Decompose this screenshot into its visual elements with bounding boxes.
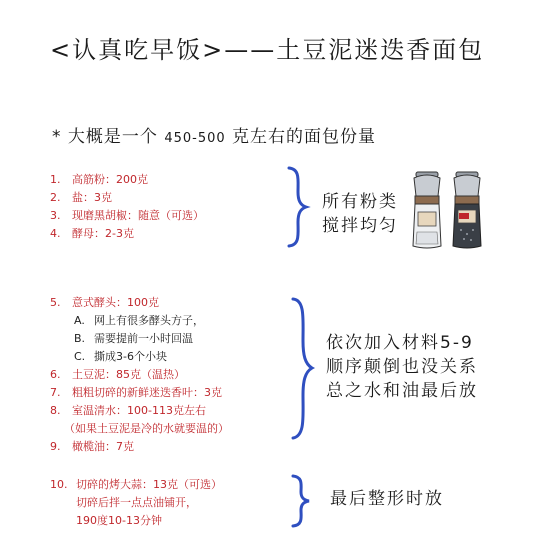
- brace-group-1-icon: [286, 166, 308, 248]
- group-3-note: [330, 487, 444, 511]
- subitem-label: B.: [74, 332, 86, 345]
- item-text: 现磨黑胡椒：随意（可选）: [72, 209, 204, 222]
- subitem-label: A.: [74, 314, 85, 327]
- salt-and-pepper-grinders-icon: [408, 170, 488, 252]
- item-number: 5.: [50, 296, 61, 309]
- ingredient-item-9: [50, 438, 134, 454]
- item-number: 4.: [50, 227, 61, 240]
- ingredient-item-3: [50, 207, 204, 223]
- item-text: 切碎的烤大蒜：13克（可选）: [76, 478, 222, 491]
- subitem-text: 网上有很多酵头方子，: [94, 314, 204, 327]
- item-number: 2.: [50, 191, 61, 204]
- ingredient-item-10: [50, 476, 222, 492]
- item-number: 7.: [50, 386, 61, 399]
- subitem-a: [74, 312, 204, 328]
- group-1-note-line: 所有粉类: [322, 192, 398, 212]
- note-range: 450-500: [164, 131, 226, 146]
- group-2-note: [326, 331, 478, 403]
- ingredient-item-6: [50, 366, 185, 382]
- ingredient-item-2: [50, 189, 112, 205]
- item-number: 9.: [50, 440, 61, 453]
- note-star: *: [52, 127, 62, 147]
- group-3-note-line: 最后整形时放: [330, 489, 444, 509]
- ingredient-item-4: [50, 225, 134, 241]
- item-number: 3.: [50, 209, 61, 222]
- group-1-note: [322, 190, 398, 238]
- page-title: <认真吃早饭>——土豆泥迷迭香面包: [50, 36, 485, 64]
- ingredient-item-1: [50, 171, 148, 187]
- subitem-label: C.: [74, 350, 86, 363]
- item-number: 6.: [50, 368, 61, 381]
- subitem-text: 需要提前一小时回温: [94, 332, 193, 345]
- ingredient-item-8: [50, 402, 206, 418]
- subitem-c: [74, 348, 167, 364]
- group-1-note-line: 搅拌均匀: [322, 216, 398, 236]
- brace-group-3-icon: [290, 474, 312, 528]
- note-text-before: 大概是一个: [67, 127, 158, 147]
- item-text: 高筋粉：200克: [72, 173, 148, 186]
- ingredient-item-5: [50, 294, 159, 310]
- item-number: 10.: [50, 478, 68, 491]
- portion-note: [52, 122, 376, 147]
- item-text: 盐：3克: [72, 191, 112, 204]
- subitem-text: 撕成3-6个小块: [94, 350, 167, 363]
- item-text: 土豆泥：85克（温热）: [72, 368, 185, 381]
- item-text: 橄榄油：7克: [72, 440, 134, 453]
- item-text: 酵母：2-3克: [72, 227, 134, 240]
- item-number: 1.: [50, 173, 61, 186]
- brace-group-2-icon: [290, 297, 314, 440]
- ingredient-item-10-line-1: 切碎后拌一点点油铺开，: [76, 496, 197, 509]
- ingredient-item-7: [50, 384, 222, 400]
- subitem-b: [74, 330, 193, 346]
- ingredient-item-10-line-2: 190度10-13分钟: [76, 514, 162, 527]
- item-text: 室温清水：100-113克左右: [72, 404, 206, 417]
- item-text: 意式酵头：100克: [72, 296, 159, 309]
- note-text-after: 克左右的面包份量: [232, 127, 377, 147]
- group-2-note-line: 顺序颠倒也没关系: [326, 357, 478, 377]
- group-2-note-line: 依次加入材料5-9: [326, 333, 474, 353]
- item-text: 粗粗切碎的新鲜迷迭香叶：3克: [72, 386, 222, 399]
- item-number: 8.: [50, 404, 61, 417]
- ingredient-item-8-note: （如果土豆泥是冷的水就要温的）: [64, 422, 229, 435]
- group-2-note-line: 总之水和油最后放: [326, 381, 478, 401]
